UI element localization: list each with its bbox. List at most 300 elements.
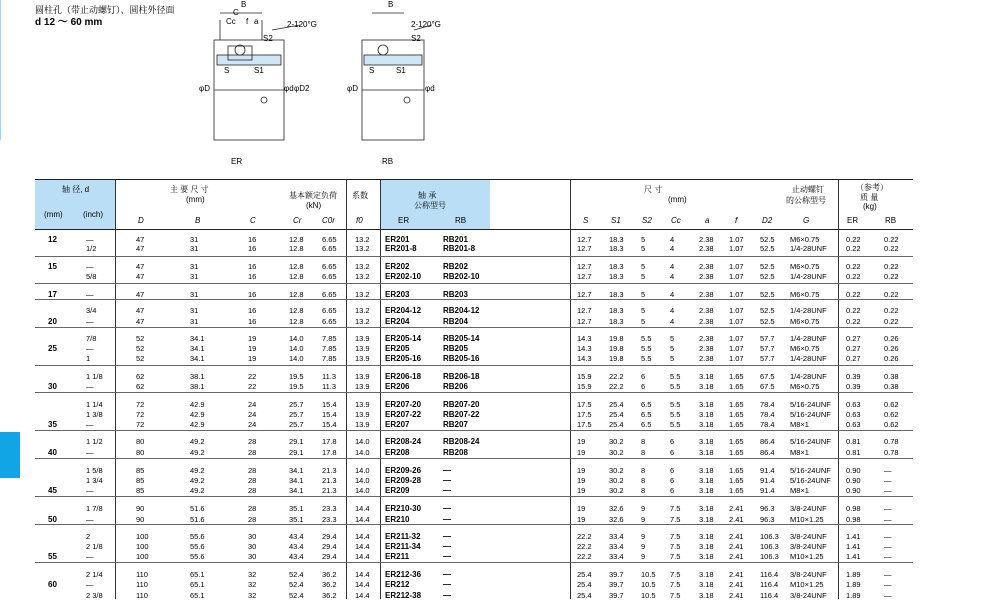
cell-er: ER208-24 — [385, 437, 422, 446]
cell-d: 72 — [136, 400, 145, 409]
cell-a: 3.18 — [699, 542, 714, 551]
cell-a: 3.18 — [699, 448, 714, 457]
cell-c0r: 6.65 — [322, 244, 337, 253]
cell-cr: 25.7 — [289, 420, 304, 429]
cell-c0r: 17.8 — [322, 437, 337, 446]
cell-g: M8×1 — [790, 448, 809, 457]
cell-rb: RB203 — [443, 290, 468, 299]
cell-mrb: — — [884, 542, 892, 551]
cell-s: 19 — [577, 476, 586, 485]
cell-b: 49.2 — [190, 486, 205, 495]
cell-s: 17.5 — [577, 420, 592, 429]
cell-mrb: — — [884, 552, 892, 561]
cell-f: 1.07 — [729, 290, 744, 299]
cell-f0: 13.9 — [355, 420, 370, 429]
cell-f0: 13.2 — [355, 244, 370, 253]
hdr-mass-unit: (kg) — [863, 202, 877, 211]
cell-g: 5/16-24UNF — [790, 410, 831, 419]
cell-c: 16 — [248, 290, 257, 299]
cell-c0r: 23.3 — [322, 504, 337, 513]
cell-d2: 52.5 — [760, 244, 775, 253]
cell-d: 100 — [136, 552, 149, 561]
row-inch: 1 7/8 — [86, 504, 103, 513]
hdr-dims: 尺 寸 — [644, 185, 663, 194]
cell-s: 19 — [577, 486, 586, 495]
cell-s2: 10.5 — [641, 591, 656, 600]
row-inch: 1 3/4 — [86, 476, 103, 485]
row-inch: — — [86, 344, 94, 353]
cell-c0r: 21.3 — [322, 466, 337, 475]
cell-s: 19 — [577, 448, 586, 457]
cell-c: 16 — [248, 235, 257, 244]
cell-er: ER202 — [385, 262, 410, 271]
cell-c: 28 — [248, 476, 257, 485]
cell-c0r: 36.2 — [322, 570, 337, 579]
cell-d2: 52.5 — [760, 306, 775, 315]
cell-mrb: 0.62 — [884, 410, 899, 419]
cell-cc: 7.5 — [670, 532, 681, 541]
cell-c: 24 — [248, 420, 257, 429]
col-f0: f0 — [356, 216, 363, 225]
cell-mer: 0.81 — [846, 437, 861, 446]
cell-d2: 57.7 — [760, 354, 775, 363]
cell-mer: 0.22 — [846, 317, 861, 326]
cell-a: 2.38 — [699, 244, 714, 253]
cell-s1: 18.3 — [609, 306, 624, 315]
cell-f0: 13.9 — [355, 400, 370, 409]
cell-s2: 6.5 — [641, 400, 652, 409]
cell-c0r: 23.3 — [322, 515, 337, 524]
cell-d: 110 — [136, 570, 148, 579]
cell-rb: RB206 — [443, 382, 468, 391]
cell-g: 1/4-28UNF — [790, 272, 827, 281]
cell-c: 16 — [248, 317, 257, 326]
row-mm: 17 — [48, 290, 57, 299]
cell-mer: 0.63 — [846, 410, 861, 419]
cell-s2: 9 — [641, 542, 646, 551]
col-c: C — [250, 216, 256, 225]
page-title: 圆柱孔（带止动螺钉）、圆柱外径面 — [35, 5, 175, 15]
cell-f: 1.07 — [729, 344, 744, 353]
cell-f0: 14.4 — [355, 515, 370, 524]
cell-g: 3/8-24UNF — [790, 542, 827, 551]
cell-f: 1.65 — [729, 448, 744, 457]
cell-s1: 19.8 — [609, 334, 624, 343]
cell-f0: 14.4 — [355, 532, 370, 541]
cell-f: 2.41 — [729, 570, 744, 579]
cell-mer: 0.22 — [846, 290, 861, 299]
cell-b: 65.1 — [190, 570, 205, 579]
cell-d2: 57.7 — [760, 334, 775, 343]
diag-label-a: a — [254, 17, 259, 26]
cell-s1: 22.2 — [609, 382, 624, 391]
cell-s2: 6.5 — [641, 420, 652, 429]
cell-rb: RB208-24 — [443, 437, 480, 446]
cell-g: 5/16-24UNF — [790, 476, 831, 485]
cell-s: 12.7 — [577, 290, 592, 299]
cell-a: 3.18 — [699, 580, 714, 589]
cell-cc: 7.5 — [670, 515, 681, 524]
cell-rb: RB208 — [443, 448, 468, 457]
cell-f0: 14.4 — [355, 580, 370, 589]
cell-s: 22.2 — [577, 532, 592, 541]
cell-s2: 10.5 — [641, 580, 656, 589]
cell-d: 47 — [136, 317, 145, 326]
cell-d: 62 — [136, 372, 145, 381]
cell-d2: 78.4 — [760, 420, 775, 429]
cell-f: 1.65 — [729, 372, 744, 381]
hdr-ref: （参考） — [856, 183, 888, 192]
cell-g: 1/4-28UNF — [790, 354, 827, 363]
cell-s1: 25.4 — [609, 410, 624, 419]
cell-cr: 34.1 — [289, 466, 304, 475]
cell-d: 85 — [136, 476, 145, 485]
diag-rb-label-s: S — [369, 66, 375, 75]
cell-er: ER206 — [385, 382, 410, 391]
cell-f0: 14.0 — [355, 486, 370, 495]
cell-c: 28 — [248, 466, 257, 475]
cell-rb: RB202-10 — [443, 272, 480, 281]
row-group-divider — [35, 562, 913, 563]
hdr-dims-unit: (mm) — [668, 195, 687, 204]
cell-mrb: — — [884, 466, 892, 475]
cell-s: 25.4 — [577, 591, 592, 600]
cell-d2: 96.3 — [760, 504, 775, 513]
cell-s2: 5 — [641, 290, 646, 299]
col-mass-rb: RB — [885, 216, 897, 225]
cell-c0r: 15.4 — [322, 400, 337, 409]
cell-mrb: 0.22 — [884, 262, 899, 271]
cell-c: 16 — [248, 272, 257, 281]
row-inch: — — [86, 317, 94, 326]
cell-s: 12.7 — [577, 272, 592, 281]
row-inch: 1 1/8 — [86, 372, 103, 381]
cell-cr: 35.1 — [289, 504, 304, 513]
row-mm: 45 — [48, 486, 57, 495]
cell-s1: 30.2 — [609, 437, 624, 446]
cell-f: 2.41 — [729, 532, 744, 541]
cell-mrb: — — [884, 591, 892, 600]
cell-f: 1.07 — [729, 235, 744, 244]
row-group-divider — [35, 283, 913, 284]
cell-g: M8×1 — [790, 420, 809, 429]
vsep-bearing — [380, 180, 381, 599]
cell-f: 1.07 — [729, 272, 744, 281]
cell-d: 72 — [136, 410, 145, 419]
cell-s: 25.4 — [577, 580, 592, 589]
hdr-bearing-sub: 公称型号 — [414, 201, 446, 210]
cell-f: 2.41 — [729, 515, 744, 524]
vsep-mass — [838, 180, 839, 599]
cell-g: M6×0.75 — [790, 317, 820, 326]
cell-mrb: 0.38 — [884, 372, 899, 381]
row-inch: 7/8 — [86, 334, 97, 343]
cell-s: 19 — [577, 466, 586, 475]
cell-f: 2.41 — [729, 580, 744, 589]
row-mm: 35 — [48, 420, 57, 429]
cell-f0: 14.0 — [355, 448, 370, 457]
cell-rb: — — [443, 466, 451, 475]
hdr-main-dims: 主 要 尺 寸 — [170, 185, 209, 194]
row-inch: 2 1/8 — [86, 542, 103, 551]
row-inch: 1 1/2 — [86, 437, 103, 446]
cell-s2: 6.5 — [641, 410, 652, 419]
cell-s2: 8 — [641, 466, 646, 475]
cell-g: 1/4-28UNF — [790, 334, 827, 343]
cell-rb: RB205 — [443, 344, 468, 353]
cell-cr: 19.5 — [289, 372, 304, 381]
cell-cc: 7.5 — [670, 580, 681, 589]
cell-cc: 6 — [670, 486, 675, 495]
cell-c: 16 — [248, 306, 257, 315]
cell-s: 14.3 — [577, 354, 592, 363]
cell-f: 1.65 — [729, 400, 744, 409]
cell-c0r: 6.65 — [322, 317, 337, 326]
cell-d2: 106.3 — [760, 532, 779, 541]
cell-cr: 14.0 — [289, 344, 304, 353]
diag-label-s1: S1 — [254, 66, 264, 75]
cell-f: 1.65 — [729, 466, 744, 475]
cell-f0: 14.4 — [355, 504, 370, 513]
cell-c: 28 — [248, 448, 257, 457]
cell-c0r: 6.65 — [322, 272, 337, 281]
cell-d: 85 — [136, 486, 145, 495]
cell-d2: 52.5 — [760, 317, 775, 326]
cell-cr: 12.8 — [289, 235, 304, 244]
row-inch: — — [86, 448, 94, 457]
cell-d: 80 — [136, 448, 145, 457]
cell-mer: 0.98 — [846, 504, 861, 513]
cell-c0r: 17.8 — [322, 448, 337, 457]
cell-er: ER201 — [385, 235, 410, 244]
cell-s1: 19.8 — [609, 344, 624, 353]
cell-b: 34.1 — [190, 344, 205, 353]
cell-er: ER203 — [385, 290, 410, 299]
cell-c0r: 11.3 — [322, 382, 337, 391]
cell-mer: 0.90 — [846, 466, 861, 475]
cell-er: ER210-30 — [385, 504, 422, 513]
cell-f0: 13.9 — [355, 344, 370, 353]
row-inch: — — [86, 382, 94, 391]
cell-cr: 25.7 — [289, 410, 304, 419]
cell-b: 49.2 — [190, 466, 205, 475]
cell-a: 3.18 — [699, 476, 714, 485]
cell-d2: 52.5 — [760, 272, 775, 281]
cell-a: 2.38 — [699, 262, 714, 271]
row-group-divider — [35, 299, 913, 300]
cell-s: 17.5 — [577, 410, 592, 419]
cell-cc: 5.5 — [670, 410, 681, 419]
cell-rb: RB204 — [443, 317, 468, 326]
hdr-mass: 质 量 — [860, 193, 879, 202]
cell-cr: 43.4 — [289, 542, 304, 551]
cell-c0r: 7.85 — [322, 344, 337, 353]
cell-s: 15.9 — [577, 382, 592, 391]
col-b: B — [195, 216, 201, 225]
cell-mer: 0.22 — [846, 262, 861, 271]
cell-d: 72 — [136, 420, 145, 429]
row-inch: — — [86, 235, 94, 244]
rb-shaft-band — [364, 55, 422, 65]
cell-s2: 9 — [641, 532, 646, 541]
cell-d2: 96.3 — [760, 515, 775, 524]
col-s1: S1 — [611, 216, 621, 225]
hdr-bearing: 轴 承 — [418, 191, 437, 200]
cell-a: 2.38 — [699, 306, 714, 315]
col-d-outer: D — [138, 216, 144, 225]
cell-f: 1.65 — [729, 486, 744, 495]
diag-label-b: B — [241, 0, 247, 9]
cell-b: 31 — [190, 244, 199, 253]
cell-mrb: 0.62 — [884, 400, 899, 409]
page-subtitle: d 12 ～ 60 mm — [35, 17, 103, 28]
cell-rb: RB205-16 — [443, 354, 480, 363]
cell-cc: 4 — [670, 262, 675, 271]
cell-s2: 8 — [641, 437, 646, 446]
col-cc: Cc — [671, 216, 681, 225]
diag-rb-label-s1: S1 — [396, 66, 406, 75]
cell-er: ER206-18 — [385, 372, 422, 381]
cell-mrb: 0.26 — [884, 344, 899, 353]
col-mass-er: ER — [847, 216, 859, 225]
cell-cc: 5 — [670, 334, 675, 343]
cell-mer: 0.22 — [846, 235, 861, 244]
cell-g: 3/8-24UNF — [790, 570, 827, 579]
cell-c0r: 6.65 — [322, 306, 337, 315]
cell-rb: RB206-18 — [443, 372, 480, 381]
cell-c0r: 29.4 — [322, 552, 337, 561]
cell-b: 65.1 — [190, 591, 205, 600]
cell-f0: 14.0 — [355, 476, 370, 485]
cell-mrb: — — [884, 504, 892, 513]
cell-d: 110 — [136, 591, 148, 600]
cell-d: 85 — [136, 466, 145, 475]
cell-a: 3.18 — [699, 400, 714, 409]
cell-rb: — — [443, 515, 451, 524]
cell-mrb: 0.22 — [884, 235, 899, 244]
row-group-divider — [35, 327, 913, 328]
cell-a: 3.18 — [699, 372, 714, 381]
cell-cc: 7.5 — [670, 504, 681, 513]
cell-mrb: 0.78 — [884, 448, 899, 457]
cell-cc: 5.5 — [670, 382, 681, 391]
cell-rb: RB205-14 — [443, 334, 480, 343]
cell-cr: 35.1 — [289, 515, 304, 524]
cell-cc: 7.5 — [670, 552, 681, 561]
cell-d: 80 — [136, 437, 145, 446]
cell-cc: 5 — [670, 354, 675, 363]
cell-c: 28 — [248, 486, 257, 495]
cell-mrb: 0.22 — [884, 290, 899, 299]
rb-hole — [404, 97, 410, 103]
cell-a: 3.18 — [699, 552, 714, 561]
cell-mrb: — — [884, 570, 892, 579]
cell-er: ER204 — [385, 317, 410, 326]
rb-diagram — [362, 13, 432, 140]
cell-cc: 4 — [670, 235, 675, 244]
cell-c0r: 6.65 — [322, 290, 337, 299]
cell-s1: 32.6 — [609, 515, 624, 524]
cell-f: 1.07 — [729, 317, 744, 326]
cell-cr: 34.1 — [289, 476, 304, 485]
cell-c0r: 29.4 — [322, 532, 337, 541]
cell-b: 49.2 — [190, 437, 205, 446]
cell-mrb: 0.26 — [884, 334, 899, 343]
cell-cr: 12.8 — [289, 306, 304, 315]
cell-d2: 57.7 — [760, 344, 775, 353]
cell-s2: 5 — [641, 262, 646, 271]
cell-a: 3.18 — [699, 532, 714, 541]
cell-rb: RB207 — [443, 420, 468, 429]
cell-s: 25.4 — [577, 570, 592, 579]
cell-c: 19 — [248, 354, 257, 363]
diag-label-phid2: φD2 — [294, 84, 310, 93]
cell-cc: 4 — [670, 272, 675, 281]
cell-a: 3.18 — [699, 437, 714, 446]
cell-d2: 106.3 — [760, 552, 779, 561]
row-mm: 50 — [48, 515, 57, 524]
diag-label-f: f — [246, 17, 249, 26]
cell-mrb: 0.22 — [884, 272, 899, 281]
cell-a: 2.38 — [699, 272, 714, 281]
cell-a: 3.18 — [699, 504, 714, 513]
cell-d2: 116.4 — [760, 580, 779, 589]
cell-s1: 18.3 — [609, 262, 624, 271]
cell-s: 14.3 — [577, 334, 592, 343]
cell-b: 42.9 — [190, 400, 205, 409]
cell-a: 3.18 — [699, 466, 714, 475]
cell-s1: 18.3 — [609, 244, 624, 253]
cell-er: ER209 — [385, 486, 410, 495]
cell-mer: 0.90 — [846, 486, 861, 495]
col-d2: D2 — [762, 216, 773, 225]
cell-s2: 8 — [641, 448, 646, 457]
cell-d2: 52.5 — [760, 235, 775, 244]
cell-f0: 13.9 — [355, 354, 370, 363]
cell-b: 38.1 — [190, 382, 205, 391]
cell-mer: 0.27 — [846, 334, 861, 343]
cell-b: 51.6 — [190, 504, 205, 513]
cell-er: ER209-28 — [385, 476, 422, 485]
cell-cr: 12.8 — [289, 244, 304, 253]
bearing-diagrams — [0, 0, 985, 175]
cell-er: ER202-10 — [385, 272, 422, 281]
cell-g: M6×0.75 — [790, 382, 820, 391]
cell-cc: 5.5 — [670, 372, 681, 381]
cell-er: ER205-16 — [385, 354, 422, 363]
col-c0r: C0r — [322, 216, 335, 225]
cell-b: 55.6 — [190, 542, 205, 551]
cell-f: 2.41 — [729, 542, 744, 551]
cell-s1: 39.7 — [609, 580, 624, 589]
cell-g: 5/16-24UNF — [790, 400, 831, 409]
diag-label-phid: φd — [284, 84, 294, 93]
cell-s2: 6 — [641, 382, 646, 391]
cell-c: 28 — [248, 515, 257, 524]
cell-f: 2.41 — [729, 591, 744, 600]
cell-c: 32 — [248, 570, 257, 579]
cell-g: M10×1.25 — [790, 552, 824, 561]
cell-rb: — — [443, 542, 451, 551]
cell-f: 1.65 — [729, 420, 744, 429]
cell-er: ER212-38 — [385, 591, 422, 600]
cell-mrb: 0.22 — [884, 317, 899, 326]
cell-cr: 12.8 — [289, 317, 304, 326]
cell-er: ER208 — [385, 448, 410, 457]
cell-a: 3.18 — [699, 410, 714, 419]
cell-mer: 1.89 — [846, 591, 861, 600]
cell-c: 16 — [248, 262, 257, 271]
